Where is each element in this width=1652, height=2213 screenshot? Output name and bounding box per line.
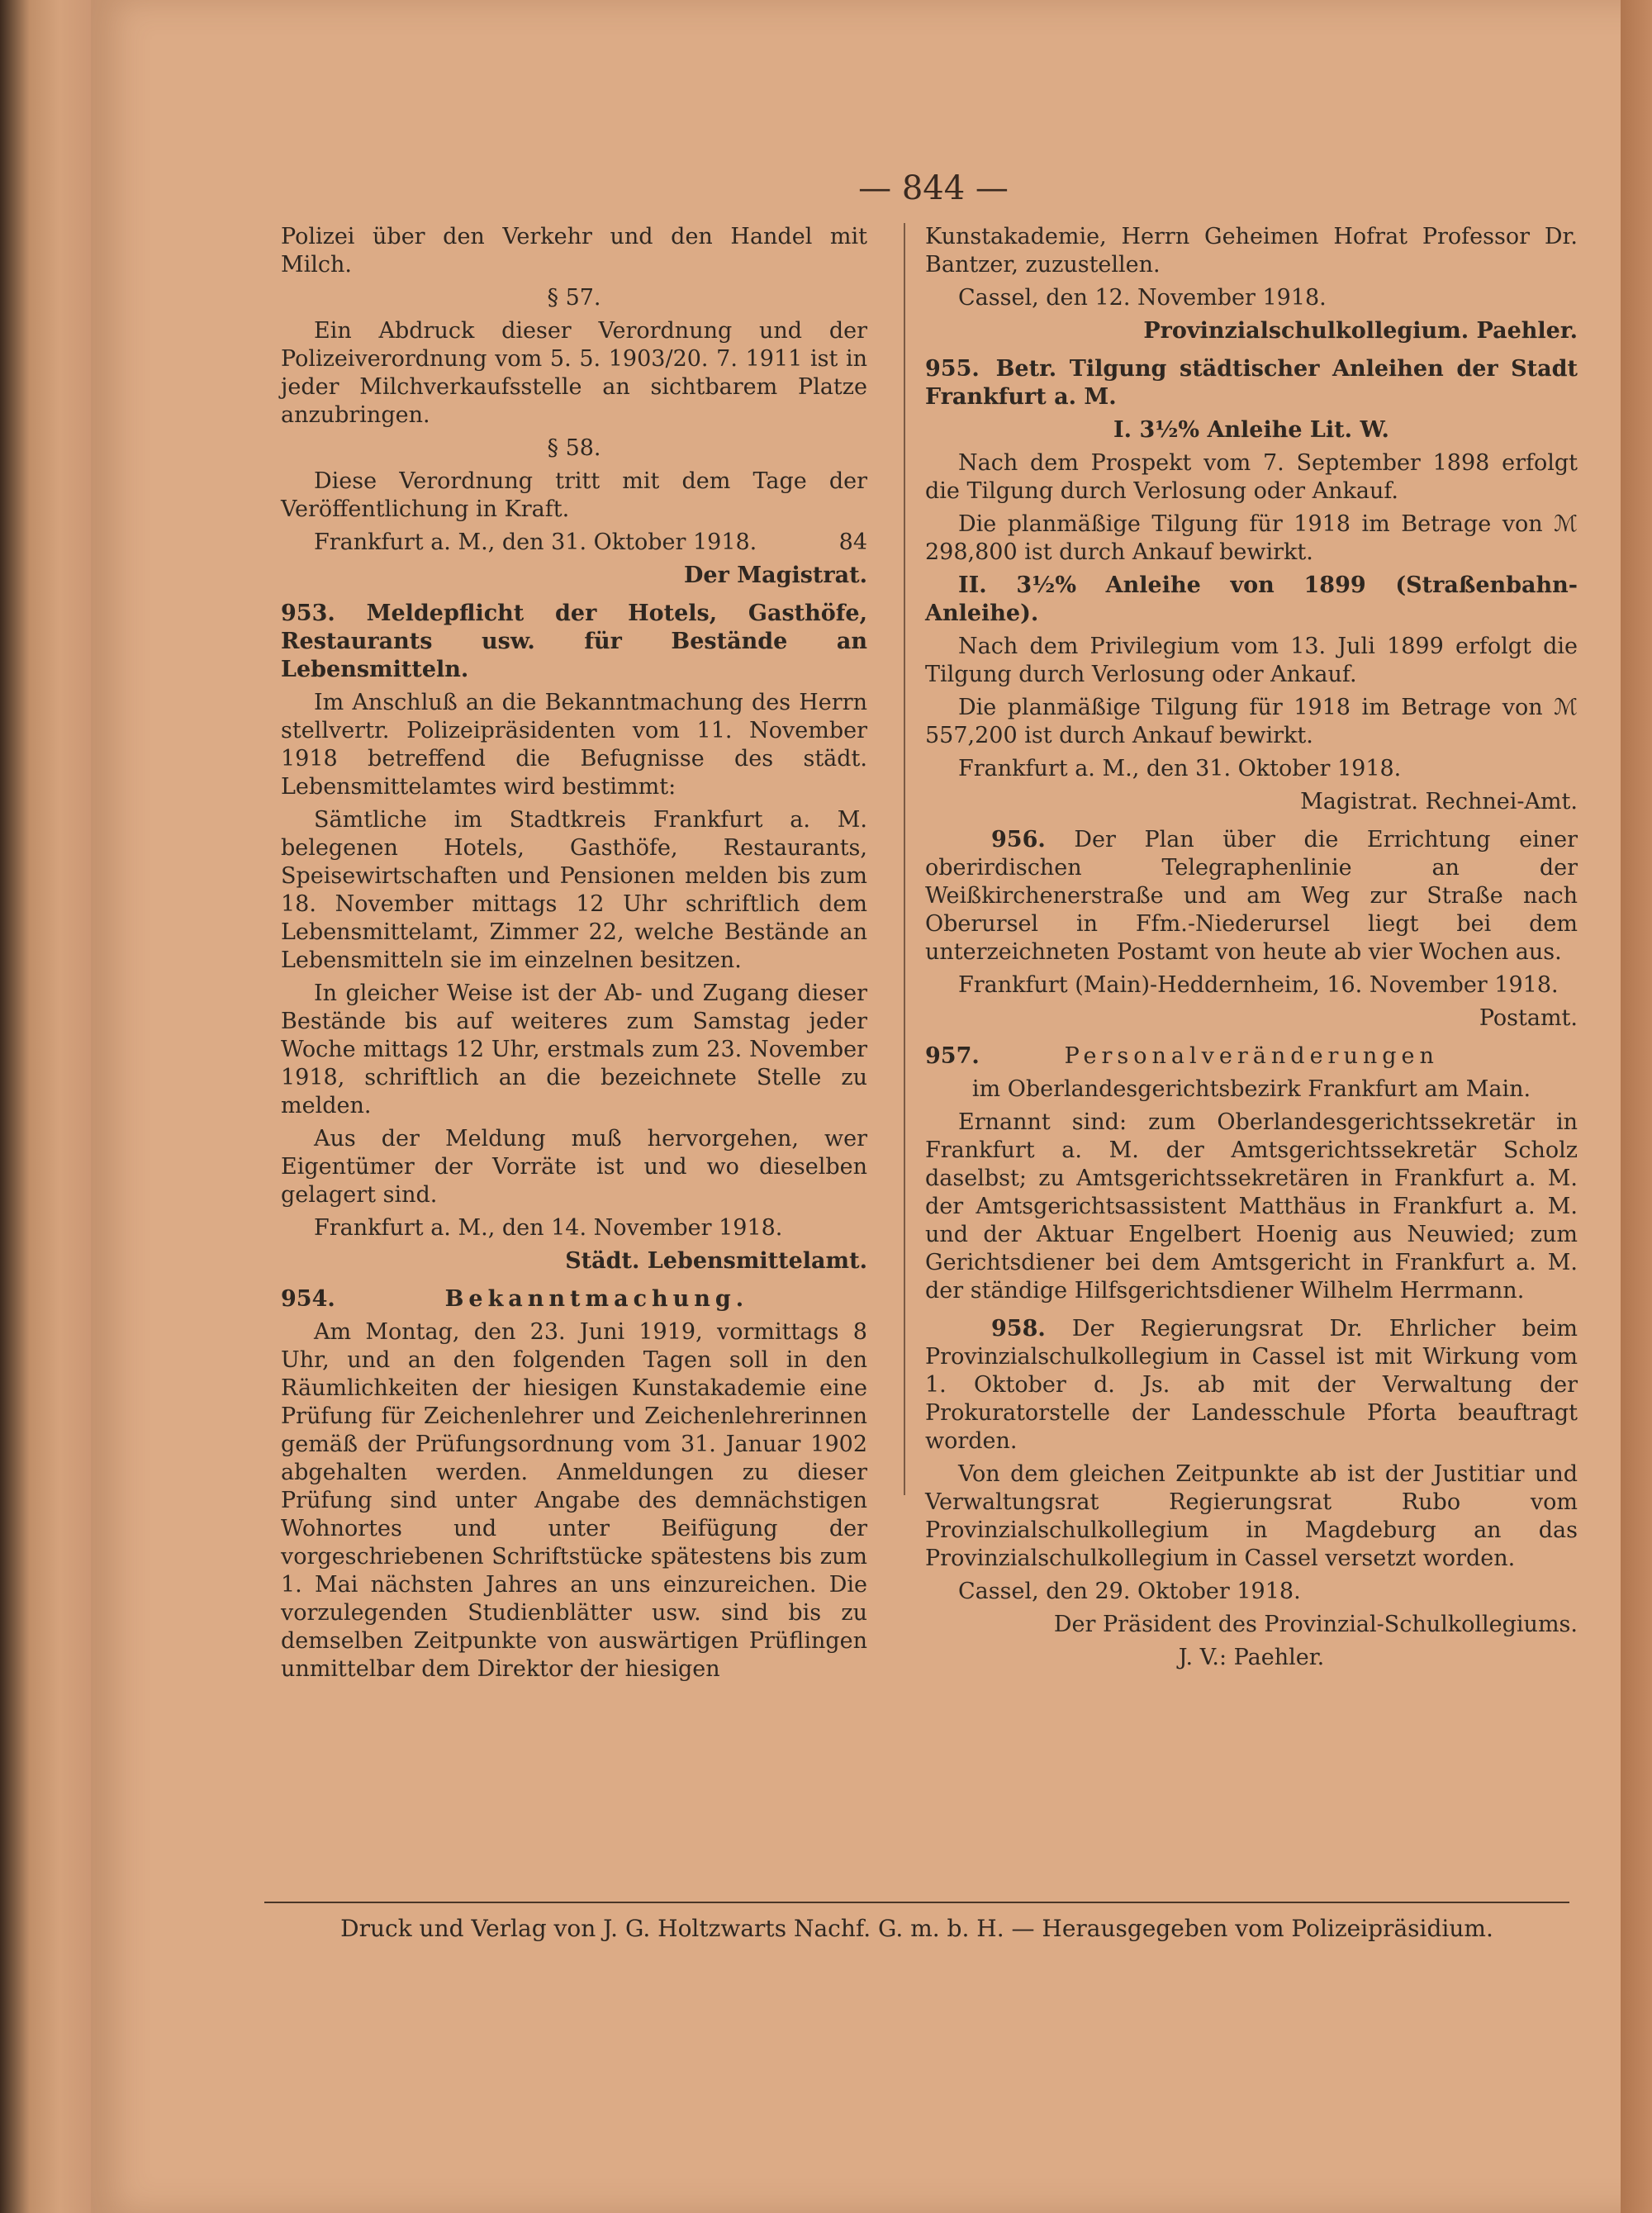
section-57-title: § 57. bbox=[547, 285, 601, 311]
notice-953-paragraph: In gleicher Weise ist der Ab- und Zugang dieser Bestände bis auf weiteres zum Samstag jeder Woche mittags 12 Uhr, erstmals zum 23. November 1918, schriftlich an die bezeichnete Stelle zu melden. bbox=[281, 981, 867, 1118]
page-stack-edge bbox=[0, 0, 99, 2213]
notice-954-number: 954. bbox=[281, 1286, 335, 1312]
notice-953-number: 953. bbox=[281, 601, 335, 626]
intro-text: Polizei über den Verkehr und den Handel mit Milch. bbox=[281, 224, 867, 278]
notice-956-signature: Postamt. bbox=[1479, 1005, 1578, 1031]
notice-958-signature: J. V.: Paehler. bbox=[1178, 1645, 1325, 1670]
notice-953-title: Meldepflicht der Hotels, Gasthöfe, Restaurants usw. für Bestände an Lebensmitteln. bbox=[281, 601, 867, 682]
notice-955-subheading: I. 3½% Anleihe Lit. W. bbox=[1113, 417, 1389, 443]
notice-957-text: Ernannt sind: zum Oberlandesgerichtssekretär in Frankfurt a. M. der Amtsgerichtssekretär Scholz daselbst; zu Amtsgerichtssekretären in Frankfurt a. M. der Amtsgerichtsassistent Matthäus in Frankfurt a. M. und der Aktuar Engelbert Hoenig aus Neuwied; zum Gerichtsdiener bei dem Amtsgericht in Frankfurt a. M. der ständige Hilfsgerichtsdiener Wilhelm Herrmann. bbox=[925, 1109, 1578, 1304]
notice-958-signature: Der Präsident des Provinzial-Schulkollegiums. bbox=[1053, 1612, 1578, 1637]
footer-rule bbox=[264, 1902, 1569, 1903]
notice-955-subheading: II. 3½% Anleihe von 1899 (Straßenbahn-Anleihe). bbox=[925, 572, 1578, 626]
notice-958-paragraph: Von dem gleichen Zeitpunkte ab ist der Justitiar und Verwaltungsrat Regierungsrat Rubo vom Provinzialschulkollegium in Magdeburg an das Provinzialschulkollegium in Cassel versetzt worden. bbox=[925, 1461, 1578, 1571]
notice-956-text bbox=[925, 826, 1578, 966]
section-58-signature: Der Magistrat. bbox=[684, 563, 867, 588]
notice-954-continuation: Kunstakademie, Herrn Geheimen Hofrat Professor Dr. Bantzer, zuzustellen. bbox=[925, 224, 1578, 278]
left-column bbox=[281, 223, 867, 1688]
notice-956-place-date: Frankfurt (Main)-Heddernheim, 16. November 1918. bbox=[958, 972, 1559, 998]
notice-955-paragraph: Nach dem Prospekt vom 7. September 1898 erfolgt die Tilgung durch Verlosung oder Ankauf. bbox=[925, 450, 1578, 504]
section-58-place-date bbox=[281, 529, 867, 557]
notice-957-title: Personalveränderungen bbox=[1064, 1043, 1439, 1069]
page-edge-strip bbox=[1621, 0, 1652, 2213]
notice-957-subtitle: im Oberlandesgerichtsbezirk Frankfurt am Main. bbox=[971, 1076, 1531, 1102]
notice-955-number: 955. bbox=[925, 356, 980, 382]
notice-953-signature: Städt. Lebensmittelamt. bbox=[565, 1248, 867, 1274]
notice-956-number: 956. bbox=[991, 827, 1046, 852]
notice-955-signature: Magistrat. Rechnei-Amt. bbox=[1300, 789, 1578, 814]
notice-956-body: Der Plan über die Errichtung einer oberirdischen Telegraphenlinie an der Weißkirchenerstraße und am Weg zur Straße nach Oberursel in Ffm.-Niederursel liegt bei dem unterzeichneten Postamt von heute ab vier Wochen aus. bbox=[925, 827, 1578, 965]
page-number: — 844 — bbox=[858, 169, 1009, 207]
notice-955-heading bbox=[925, 355, 1578, 411]
notice-958-number: 958. bbox=[991, 1316, 1046, 1342]
right-column bbox=[925, 223, 1578, 1677]
notice-955-title: Betr. Tilgung städtischer Anleihen der Stadt Frankfurt a. M. bbox=[925, 356, 1578, 410]
notice-953-paragraph: Aus der Meldung muß hervorgehen, wer Eigentümer der Vorräte ist und wo dieselben gelagert sind. bbox=[281, 1126, 867, 1208]
section-57-text: Ein Abdruck dieser Verordnung und der Polizeiverordnung vom 5. 5. 1903/20. 7. 1911 ist in jeder Milchverkaufsstelle an sichtbarem Platze anzubringen. bbox=[281, 318, 867, 428]
notice-953-paragraph: Sämtliche im Stadtkreis Frankfurt a. M. belegenen Hotels, Gasthöfe, Restaurants, Speisewirtschaften und Pensionen melden bis zum 18. November mittags 12 Uhr schriftlich dem Lebensmittelamt, Zimmer 22, welche Bestände an Lebensmitteln sie im einzelnen besitzen. bbox=[281, 807, 867, 973]
notice-954-place-date: Cassel, den 12. November 1918. bbox=[958, 285, 1327, 311]
notice-953-paragraph: Im Anschluß an die Bekanntmachung des Herrn stellvertr. Polizeipräsidenten vom 11. November 1918 betreffend die Befugnisse des städt. Lebensmittelamtes wird bestimmt: bbox=[281, 690, 867, 800]
notice-958-paragraph bbox=[925, 1315, 1578, 1456]
notice-957-heading bbox=[925, 1042, 1578, 1071]
notice-955-paragraph: Die planmäßige Tilgung für 1918 im Betrage von ℳ 298,800 ist durch Ankauf bewirkt. bbox=[925, 511, 1578, 565]
notice-955-place-date: Frankfurt a. M., den 31. Oktober 1918. bbox=[958, 756, 1402, 781]
notice-953-heading bbox=[281, 600, 867, 684]
notice-955-paragraph: Nach dem Privilegium vom 13. Juli 1899 erfolgt die Tilgung durch Verlosung oder Ankauf. bbox=[925, 634, 1578, 687]
section-58-place-date-text: Frankfurt a. M., den 31. Oktober 1918. bbox=[314, 530, 757, 555]
footer-imprint: Druck und Verlag von J. G. Holtzwarts Nachf. G. m. b. H. — Herausgegeben vom Polizeipräsidium. bbox=[340, 1915, 1493, 1942]
notice-954-title: Bekanntmachung. bbox=[444, 1286, 749, 1312]
section-58-title: § 58. bbox=[547, 435, 601, 461]
margin-number: 84 bbox=[838, 530, 867, 555]
notice-953-place-date: Frankfurt a. M., den 14. November 1918. bbox=[314, 1215, 783, 1241]
notice-958-place-date: Cassel, den 29. Oktober 1918. bbox=[958, 1579, 1301, 1604]
notice-954-paragraph: Am Montag, den 23. Juni 1919, vormittags 8 Uhr, und an den folgenden Tagen soll in den Räumlichkeiten der hiesigen Kunstakademie eine Prüfung für Zeichenlehrer und Zeichenlehrerinnen gemäß der Prüfungsordnung vom 31. Januar 1902 abgehalten werden. Anmeldungen zu dieser Prüfung sind unter Angabe des demnächstigen Wohnortes und unter Beifügung der vorgeschriebenen Schriftstücke spätestens bis zum 1. Mai nächsten Jahres an uns einzureichen. Die vorzulegenden Studienblätter usw. sind bis zu demselben Zeitpunkte von auswärtigen Prüflingen unmittelbar dem Direktor der hiesigen bbox=[281, 1319, 867, 1682]
notice-958-body: Der Regierungsrat Dr. Ehrlicher beim Provinzialschulkollegium in Cassel ist mit Wirkung vom 1. Oktober d. Js. ab mit der Verwaltung der Prokuratorstelle der Landesschule Pforta beauftragt worden. bbox=[925, 1316, 1578, 1454]
notice-954-signature: Provinzialschulkollegium. Paehler. bbox=[1143, 318, 1578, 344]
notice-955-paragraph: Die planmäßige Tilgung für 1918 im Betrage von ℳ 557,200 ist durch Ankauf bewirkt. bbox=[925, 695, 1578, 748]
notice-957-number: 957. bbox=[925, 1043, 980, 1069]
notice-954-heading bbox=[281, 1285, 867, 1313]
section-58-text: Diese Verordnung tritt mit dem Tage der Veröffentlichung in Kraft. bbox=[281, 468, 867, 522]
column-divider bbox=[904, 223, 905, 1495]
